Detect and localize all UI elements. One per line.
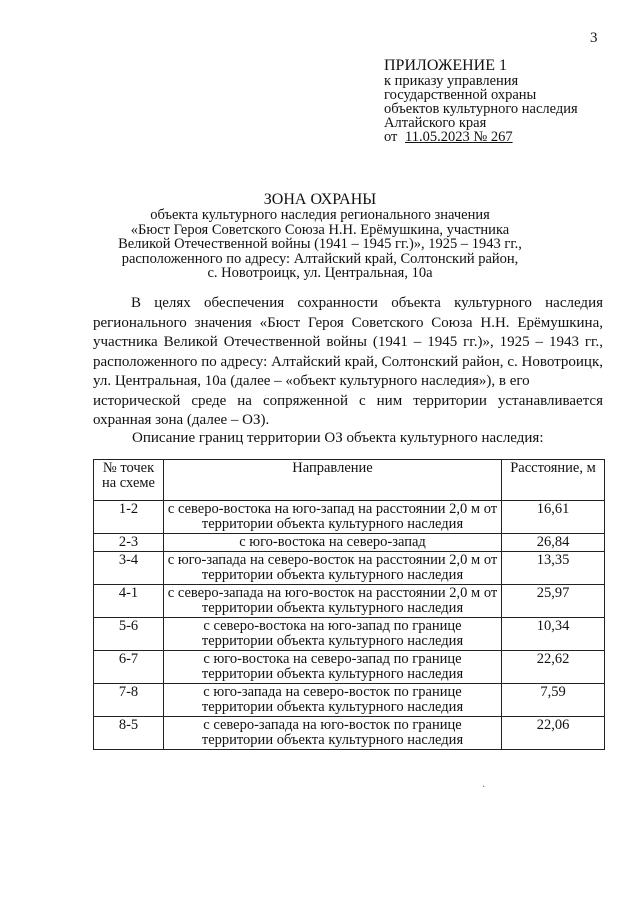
table-caption: Описание границ территории ОЗ объекта культурного наследия: [132, 430, 544, 446]
zone-line: Великой Отечественной войны (1941 – 1945 гг.)», 1925 – 1943 гг., [118, 236, 522, 252]
cell-point: 5-6 [94, 618, 164, 651]
zone-line: объекта культурного наследия регионального значения [150, 207, 490, 223]
table-header-row [94, 460, 605, 501]
cell-direction: с северо-востока на юго-запад на расстоянии 2,0 м от территории объекта культурного наследия [164, 501, 502, 534]
cell-distance: 22,62 [502, 651, 605, 684]
appendix-title: ПРИЛОЖЕНИЕ 1 [384, 57, 508, 74]
cell-distance: 22,06 [502, 717, 605, 750]
header-point: № точек на схеме [94, 460, 164, 501]
table-row [94, 717, 605, 750]
cell-point: 2-3 [94, 534, 164, 552]
header-distance: Расстояние, м [502, 460, 605, 501]
zone-title: ЗОНА ОХРАНЫ [263, 191, 377, 208]
appendix-line: объектов культурного наследия [384, 101, 578, 117]
cell-distance: 16,61 [502, 501, 605, 534]
appendix-line: Алтайского края [384, 115, 487, 131]
cell-direction: с юго-востока на северо-запад [164, 534, 502, 552]
cell-direction: с северо-запада на юго-восток на расстоянии 2,0 м от территории объекта культурного наследия [164, 585, 502, 618]
cell-distance: 7,59 [502, 684, 605, 717]
cell-distance: 13,35 [502, 552, 605, 585]
date-prefix: от [384, 129, 398, 145]
scan-mark: · [482, 782, 486, 793]
order-date-number: 11.05.2023 № 267 [405, 129, 513, 145]
cell-point: 1-2 [94, 501, 164, 534]
table-row [94, 552, 605, 585]
cell-direction: с юго-запада на северо-восток по границе территории объекта культурного наследия [164, 684, 502, 717]
cell-distance: 26,84 [502, 534, 605, 552]
header-direction: Направление [164, 460, 502, 501]
table-row [94, 585, 605, 618]
cell-direction: с северо-востока на юго-запад по границе территории объекта культурного наследия [164, 618, 502, 651]
appendix-line: к приказу управления [384, 73, 519, 89]
zone-heading [100, 192, 540, 281]
cell-point: 3-4 [94, 552, 164, 585]
table-row [94, 651, 605, 684]
cell-direction: с юго-востока на северо-запад по границе территории объекта культурного наследия [164, 651, 502, 684]
zone-line: «Бюст Героя Советского Союза Н.Н. Ерёмушкина, участника [130, 221, 510, 238]
body-paragraph [93, 294, 603, 431]
cell-point: 4-1 [94, 585, 164, 618]
zone-line: с. Новотроицк, ул. Центральная, 10а [207, 265, 433, 281]
paragraph-text: В целях обеспечения сохранности объекта культурного наследия регионального значения «Бюст Героя Советского Союза Н.Н. Ерёмушкина, участника Великой Отечественной войны (1941 – 1945 гг.)», 1925 – 1943 гг., расположенного по адресу: Алтайский край, Солтонский район, с. Новотроицк, ул. Центральная, 10а (далее – «объект культурного наследия»), в его [93, 295, 603, 389]
appendix-line: государственной охраны [384, 87, 537, 103]
appendix-date-line [384, 130, 624, 144]
cell-point: 6-7 [94, 651, 164, 684]
table-row [94, 534, 605, 552]
cell-distance: 10,34 [502, 618, 605, 651]
zone-line: расположенного по адресу: Алтайский край, Солтонский район, [121, 250, 519, 267]
cell-direction: с юго-запада на северо-восток на расстоянии 2,0 м от территории объекта культурного наследия [164, 552, 502, 585]
appendix-block [384, 58, 624, 144]
cell-point: 8-5 [94, 717, 164, 750]
boundary-table [93, 459, 605, 750]
table-row [94, 684, 605, 717]
cell-point: 7-8 [94, 684, 164, 717]
table-row [94, 501, 605, 534]
cell-direction: с северо-запада на юго-восток по границе территории объекта культурного наследия [164, 717, 502, 750]
cell-distance: 25,97 [502, 585, 605, 618]
paragraph-text-continued: исторической среде на сопряженной с ним территории устанавливается охранная зона (далее – ОЗ). [93, 392, 603, 428]
page-number: 3 [590, 30, 598, 46]
table-row [94, 618, 605, 651]
